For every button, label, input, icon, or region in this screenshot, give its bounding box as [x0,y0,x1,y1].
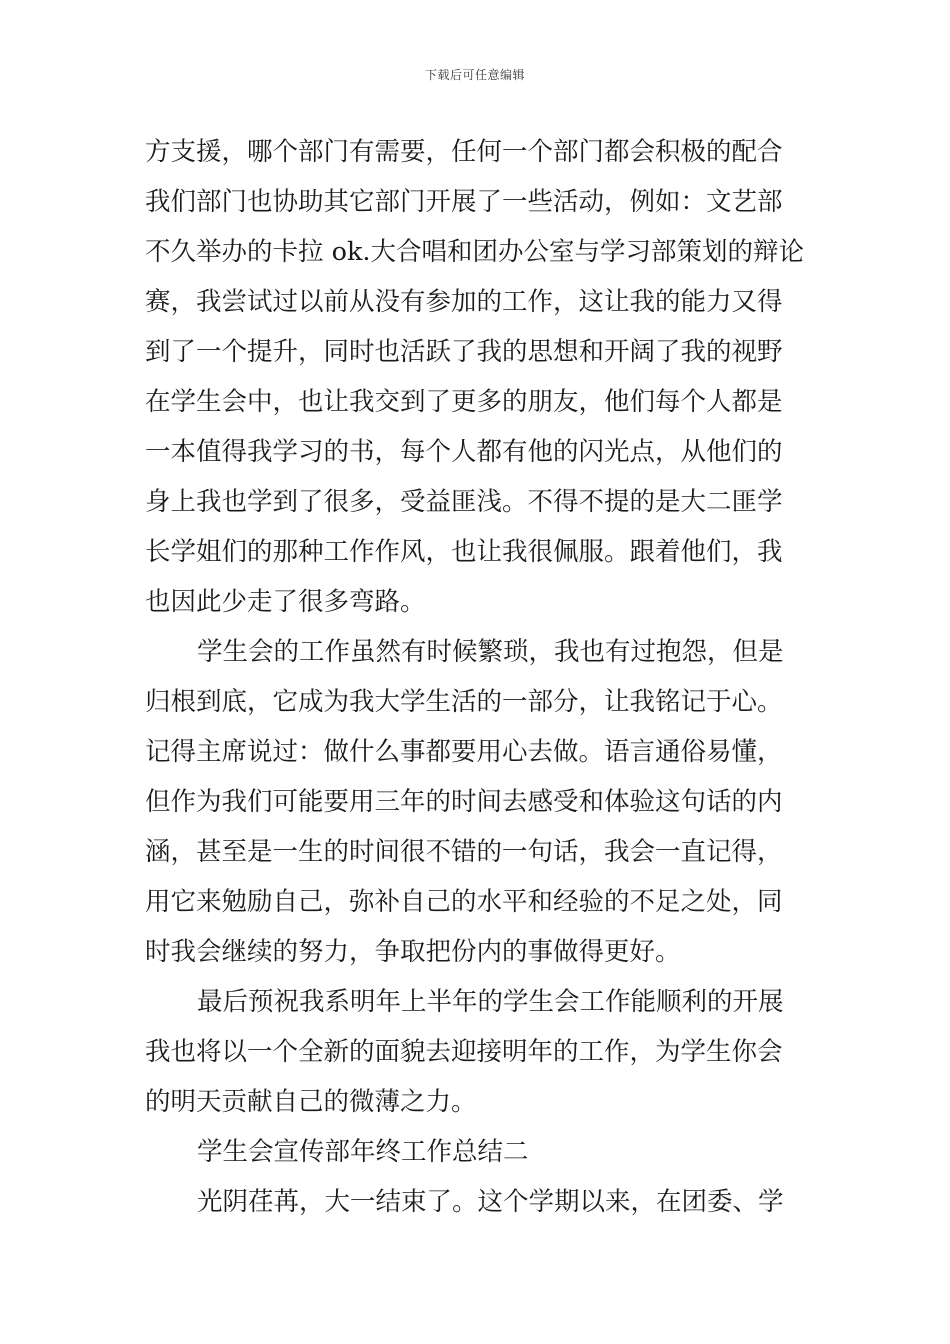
page-header: 下载后可任意编辑 [424,68,525,82]
section-heading: 学生会宣传部年终工作总结二 [197,1137,529,1167]
text-line: 方支援，哪个部门有需要，任何一个部门都会积极的配合 [145,137,783,167]
text-line: 的明天贡献自己的微薄之力。 [145,1087,477,1117]
text-line: 时我会继续的努力，争取把份内的事做得更好。 [145,937,681,967]
paragraph-first-line: 最后预祝我系明年上半年的学生会工作能顺利的开展 [197,987,784,1017]
paragraph-first-line: 学生会的工作虽然有时候繁琐，我也有过抱怨，但是 [197,637,784,667]
text-line: 用它来勉励自己，弥补自己的水平和经验的不足之处，同 [145,887,783,917]
text-line: 赛，我尝试过以前从没有参加的工作，这让我的能力又得 [145,287,783,317]
text-line: 到了一个提升，同时也活跃了我的思想和开阔了我的视野 [145,337,783,367]
text-line: 一本值得我学习的书，每个人都有他的闪光点，从他们的 [145,437,783,467]
text-line: 长学姐们的那种工作作风，也让我很佩服。跟着他们，我 [145,537,783,567]
text-line: 在学生会中，也让我交到了更多的朋友，他们每个人都是 [145,387,783,417]
text-line: 归根到底，它成为我大学生活的一部分，让我铭记于心。 [145,687,783,717]
text-line: 也因此少走了很多弯路。 [145,587,426,617]
text-line: 我也将以一个全新的面貌去迎接明年的工作，为学生你会 [145,1037,783,1067]
text-line: 涵，甚至是一生的时间很不错的一句话，我会一直记得， [145,837,783,867]
text-line: 我们部门也协助其它部门开展了一些活动，例如：文艺部 [145,187,783,217]
text-line: 身上我也学到了很多，受益匪浅。不得不提的是大二匪学 [145,487,783,517]
text-line: 不久举办的卡拉 ok.大合唱和团办公室与学习部策划的辩论 [145,237,805,267]
document-body [145,127,807,1227]
paragraph-first-line: 光阴荏苒，大一结束了。这个学期以来，在团委、学 [197,1187,784,1217]
text-line: 记得主席说过：做什么事都要用心去做。语言通俗易懂， [145,737,783,767]
text-line: 但作为我们可能要用三年的时间去感受和体验这句话的内 [145,787,783,817]
